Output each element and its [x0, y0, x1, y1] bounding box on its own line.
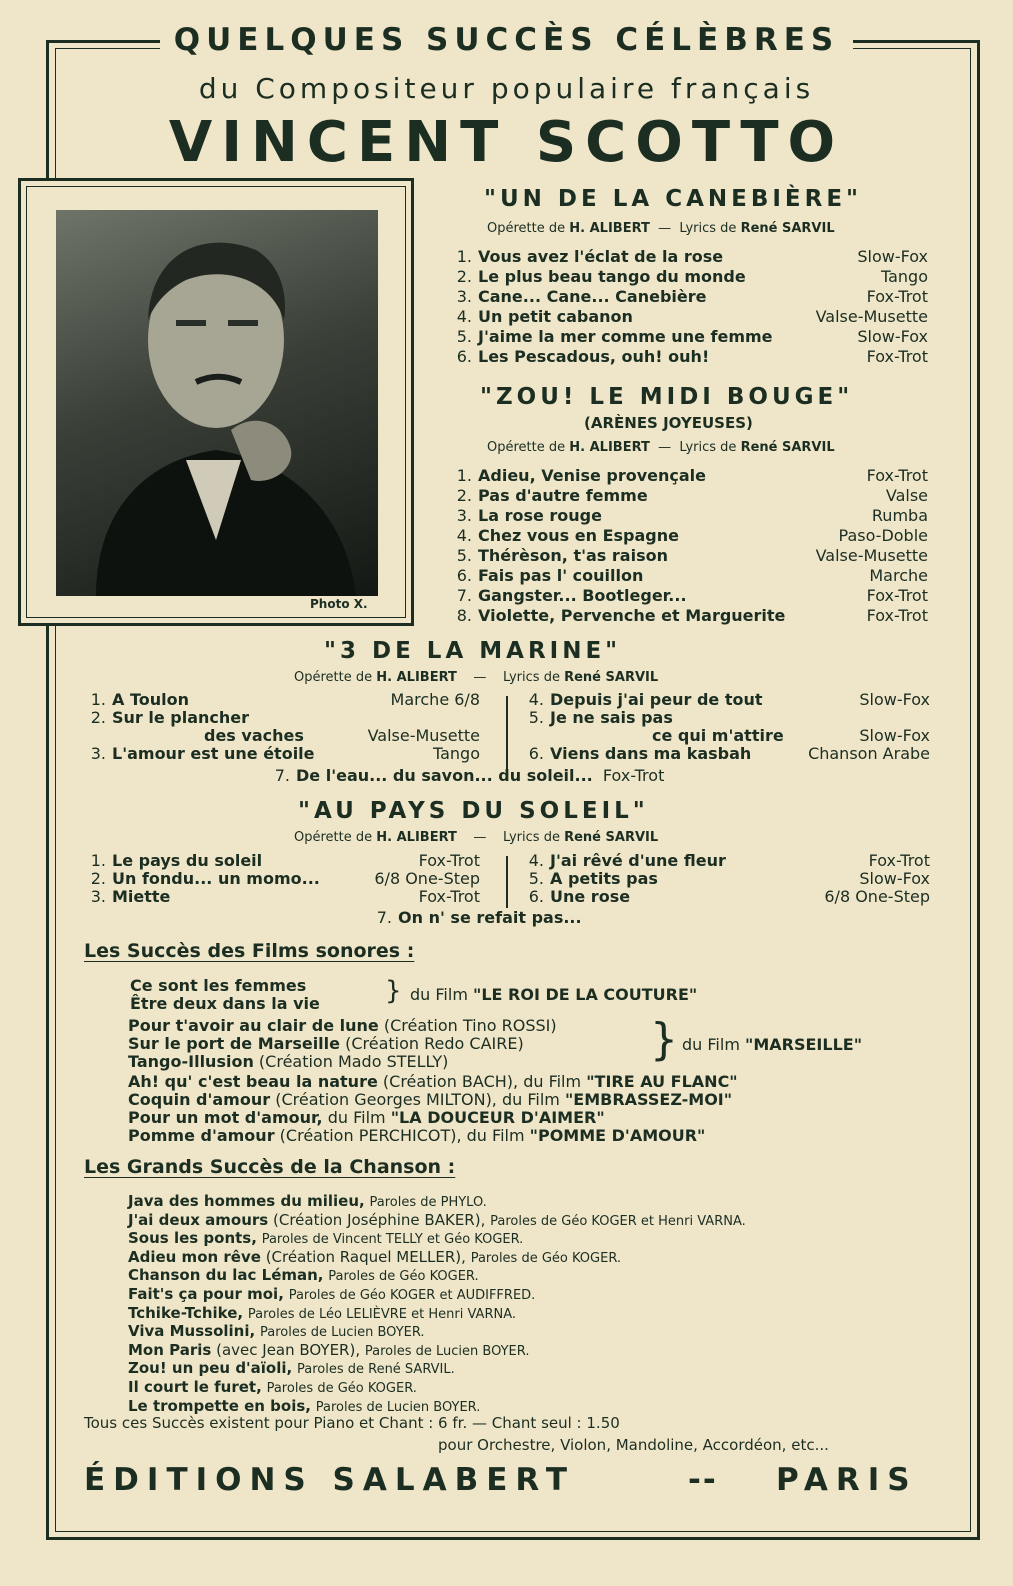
song-row-continued: ce qui m'attire Slow-Fox [652, 726, 930, 745]
films-group-1-source [410, 985, 697, 1004]
composer-portrait [56, 210, 378, 596]
song-row: 2. Sur le plancher [90, 708, 250, 727]
song-row: 1. Le pays du soleil Fox-Trot [90, 851, 480, 870]
lyrics-prefix: Lyrics de [679, 440, 737, 455]
credit-author: H. ALIBERT [376, 830, 457, 845]
credit-dash: — [658, 221, 672, 236]
operetta-3-title: "3 DE LA MARINE" [324, 638, 622, 664]
song-row: 3. L'amour est une étoile Tango [90, 744, 480, 763]
composer-name: VINCENT SCOTTO [168, 110, 845, 175]
portrait-illustration [56, 210, 378, 596]
credit-prefix: Opérette de [487, 221, 566, 236]
lyrics-author: René SARVIL [564, 830, 659, 845]
chansons-list [128, 1193, 746, 1416]
chanson-row: Fait's ça pour moi, Paroles de Géo KOGER et AUDIFFRED. [128, 1284, 536, 1303]
chanson-row: Le trompette en bois, Paroles de Lucien BOYER. [128, 1396, 481, 1415]
operetta-1-title: "UN DE LA CANEBIÈRE" [484, 186, 863, 212]
lyrics-prefix: Lyrics de [679, 221, 737, 236]
film-from: du Film [410, 985, 468, 1004]
song-row: 1. A Toulon Marche 6/8 [90, 690, 480, 709]
films-heading: Les Succès des Films sonores : [84, 940, 415, 962]
operetta-4-right-songs [522, 851, 930, 909]
song-row: 3. La rose rouge Rumba [456, 506, 928, 525]
operetta-1-songs [450, 247, 928, 367]
song-row: 1. Adieu, Venise provençale Fox-Trot [456, 466, 928, 485]
song-row: 6. Fais pas l' couillon Marche [456, 566, 928, 585]
credit-author: H. ALIBERT [376, 670, 457, 685]
song-row: 1. Vous avez l'éclat de la rose Slow-Fox [456, 247, 928, 266]
operetta-4-credit [294, 830, 658, 845]
film-title: "LE ROI DE LA COUTURE" [473, 985, 698, 1004]
chanson-row: Chanson du lac Léman, Paroles de Géo KOGER. [128, 1266, 479, 1285]
credit-dash: — [473, 670, 487, 685]
operetta-2-subtitle: (ARÈNES JOYEUSES) [584, 414, 753, 432]
publisher-city: PARIS [776, 1462, 918, 1498]
footer-separator: -- [688, 1462, 718, 1498]
pricing-line-1: Tous ces Succès existent pour Piano et Chant : 6 fr. — Chant seul : 1.50 [84, 1414, 620, 1432]
song-row: 7. Gangster... Bootleger... Fox-Trot [456, 586, 928, 605]
film-song: Pour t'avoir au clair de lune (Création Tino ROSSI) [128, 1016, 557, 1035]
photo-caption: Photo X. [310, 597, 368, 611]
chanson-row: J'ai deux amours (Création Joséphine BAKER), Paroles de Géo KOGER et Henri VARNA. [128, 1210, 746, 1229]
credit-dash: — [473, 830, 487, 845]
operetta-4-last-song: 7. On n' se refait pas... [376, 908, 582, 927]
films-group-2-source [682, 1035, 862, 1054]
chanson-row: Mon Paris (avec Jean BOYER), Paroles de Lucien BOYER. [128, 1340, 530, 1359]
song-row: 3. Miette Fox-Trot [90, 887, 480, 906]
song-row: 5. J'aime la mer comme une femme Slow-Fox [456, 327, 928, 346]
chanson-row: Sous les ponts, Paroles de Vincent TELLY et Géo KOGER. [128, 1229, 524, 1248]
song-row: 6. Une rose 6/8 One-Step [528, 887, 930, 906]
credit-author: H. ALIBERT [569, 221, 650, 236]
song-row: 6. Les Pescadous, ouh! ouh! Fox-Trot [456, 347, 928, 366]
credit-prefix: Opérette de [294, 670, 373, 685]
song-row: 2. Pas d'autre femme Valse [456, 486, 928, 505]
film-song: Ce sont les femmes [130, 976, 307, 995]
films-lines [128, 1073, 738, 1145]
brace-icon: } [650, 1014, 678, 1065]
lyrics-author: René SARVIL [564, 670, 659, 685]
operetta-3-left-songs [84, 690, 480, 770]
credit-prefix: Opérette de [294, 830, 373, 845]
chanson-row: Adieu mon rêve (Création Raquel MELLER), Paroles de Géo KOGER. [128, 1247, 622, 1266]
song-row-continued: des vaches Valse-Musette [204, 726, 480, 745]
chanson-row: Zou! un peu d'aïoli, Paroles de René SARVIL. [128, 1359, 455, 1378]
operetta-2-songs [450, 466, 928, 626]
film-song: Tango-Illusion (Création Mado STELLY) [128, 1052, 449, 1071]
film-line: Pomme d'amour (Création PERCHICOT), du Film "POMME D'AMOUR" [128, 1126, 706, 1145]
film-title: "MARSEILLE" [745, 1035, 863, 1054]
operetta-3-credit [294, 670, 658, 685]
film-line: Pour un mot d'amour, du Film "LA DOUCEUR D'AIMER" [128, 1108, 605, 1127]
chansons-heading: Les Grands Succès de la Chanson : [84, 1156, 456, 1178]
operetta-3-right-songs [522, 690, 930, 770]
song-row: 5. Je ne sais pas [528, 708, 673, 727]
credit-author: H. ALIBERT [569, 440, 650, 455]
film-line: Coquin d'amour (Création Georges MILTON), du Film "EMBRASSEZ-MOI" [128, 1090, 733, 1109]
chanson-row: Il court le furet, Paroles de Géo KOGER. [128, 1377, 417, 1396]
song-row: 5. A petits pas Slow-Fox [528, 869, 930, 888]
operetta-2-credit [487, 440, 835, 455]
chanson-row: Viva Mussolini, Paroles de Lucien BOYER. [128, 1322, 425, 1341]
film-from: du Film [682, 1035, 740, 1054]
song-row: 5. Thérèson, t'as raison Valse-Musette [456, 546, 928, 565]
chanson-row: Java des hommes du milieu, Paroles de PHYLO. [128, 1192, 487, 1210]
song-row: 3. Cane... Cane... Canebière Fox-Trot [456, 287, 928, 306]
song-row: 4. J'ai rêvé d'une fleur Fox-Trot [528, 851, 930, 870]
operetta-3-last-song: 7. De l'eau... du savon... du soleil... Fox-Trot [274, 766, 665, 785]
film-song: Sur le port de Marseille (Création Redo CAIRE) [128, 1034, 524, 1053]
operetta-1-credit [487, 221, 835, 236]
header-line-1: QUELQUES SUCCÈS CÉLÈBRES [0, 22, 1013, 58]
column-divider [506, 856, 508, 908]
films-group-2 [128, 1017, 557, 1071]
song-row: 4. Chez vous en Espagne Paso-Doble [456, 526, 928, 545]
credit-prefix: Opérette de [487, 440, 566, 455]
lyrics-prefix: Lyrics de [502, 670, 560, 685]
films-group-1 [130, 977, 320, 1013]
operetta-4-left-songs [84, 851, 480, 909]
lyrics-author: René SARVIL [740, 221, 835, 236]
song-row: 2. Le plus beau tango du monde Tango [456, 267, 928, 286]
header-line-2: du Compositeur populaire français [198, 72, 815, 105]
operetta-2-title: "ZOU! LE MIDI BOUGE" [480, 384, 854, 410]
film-line: Ah! qu' c'est beau la nature (Création BACH), du Film "TIRE AU FLANC" [128, 1072, 738, 1091]
song-row: 6. Viens dans ma kasbah Chanson Arabe [528, 744, 930, 763]
lyrics-prefix: Lyrics de [502, 830, 560, 845]
brace-icon: } [385, 976, 402, 1006]
song-row: 2. Un fondu... un momo... 6/8 One-Step [90, 869, 480, 888]
credit-dash: — [658, 440, 672, 455]
column-divider [506, 696, 508, 770]
chanson-row: Tchike-Tchike, Paroles de Léo LELIÈVRE et Henri VARNA. [128, 1303, 516, 1322]
lyrics-author: René SARVIL [740, 440, 835, 455]
film-song: Être deux dans la vie [130, 994, 320, 1013]
song-row: 8. Violette, Pervenche et Marguerite Fox-Trot [456, 606, 928, 625]
publisher-name: ÉDITIONS SALABERT [84, 1462, 576, 1498]
song-row: 4. Un petit cabanon Valse-Musette [456, 307, 928, 326]
operetta-4-title: "AU PAYS DU SOLEIL" [298, 798, 649, 824]
pricing-line-2: pour Orchestre, Violon, Mandoline, Accordéon, etc... [438, 1436, 829, 1454]
song-row: 4. Depuis j'ai peur de tout Slow-Fox [528, 690, 930, 709]
